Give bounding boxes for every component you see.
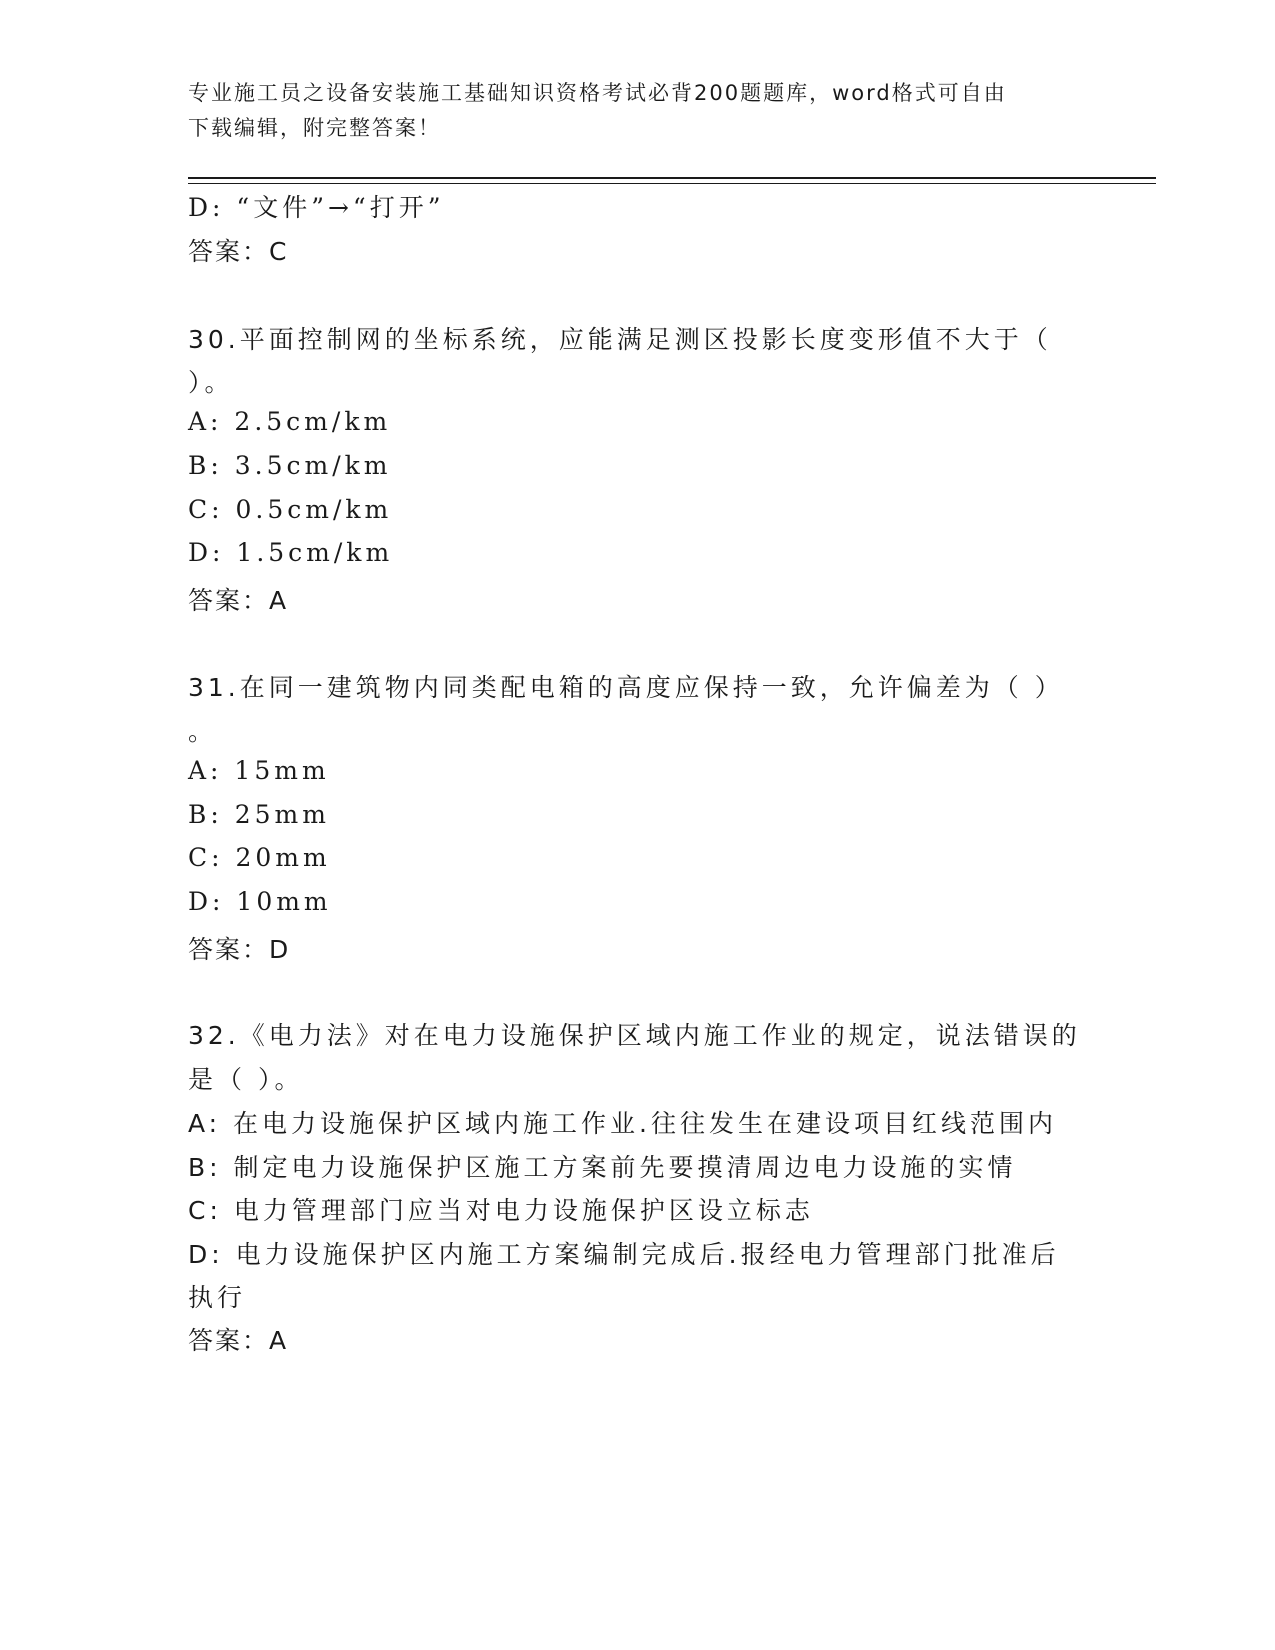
q31-option-b: B: 25mm [188, 800, 330, 829]
q31-stem-line-1: 31.在同一建筑物内同类配电箱的高度应保持一致，允许偏差为（ ） [188, 673, 1064, 702]
q30-option-b: B: 3.5cm/km [188, 451, 392, 480]
q29-option-d: D: “文件”→“打开” [188, 193, 445, 222]
q31-stem-line-2: 。 [188, 717, 218, 746]
q30-option-c: C: 0.5cm/km [188, 495, 393, 524]
q30-answer: 答案：A [188, 586, 289, 615]
q30-option-a: A: 2.5cm/km [188, 407, 392, 436]
q31-option-d: D: 10mm [188, 887, 332, 916]
q30-stem-line-1: 30.平面控制网的坐标系统，应能满足测区投影长度变形值不大于（ [188, 325, 1052, 354]
q30-stem-line-2: ）。 [188, 368, 234, 397]
q32-option-c: C: 电力管理部门应当对电力设施保护区设立标志 [188, 1196, 814, 1225]
q31-option-c: C: 20mm [188, 843, 331, 872]
header-rule-thick [188, 177, 1156, 179]
q32-option-d-line-2: 执行 [188, 1283, 247, 1312]
q31-option-a: A: 15mm [188, 756, 330, 785]
q32-option-b: B: 制定电力设施保护区施工方案前先要摸清周边电力设施的实情 [188, 1153, 1017, 1182]
header-rule-thin [188, 183, 1156, 184]
q32-stem-line-1: 32.《电力法》对在电力设施保护区域内施工作业的规定，说法错误的 [188, 1021, 1081, 1050]
header-title-line-1: 专业施工员之设备安装施工基础知识资格考试必背200题题库，word格式可自由 [188, 81, 1007, 105]
q30-option-d: D: 1.5cm/km [188, 538, 394, 567]
document-header [188, 76, 1088, 146]
q32-answer: 答案：A [188, 1326, 289, 1355]
header-title-line-2: 下载编辑，附完整答案！ [188, 116, 441, 140]
q32-option-d-line-1: D: 电力设施保护区内施工方案编制完成后.报经电力管理部门批准后 [188, 1240, 1060, 1269]
q29-answer: 答案：C [188, 237, 289, 266]
q32-option-a: A: 在电力设施保护区域内施工作业.往往发生在建设项目红线范围内 [188, 1109, 1057, 1138]
q32-stem-line-2: 是（ ）。 [188, 1065, 304, 1094]
q31-answer: 答案：D [188, 935, 291, 964]
